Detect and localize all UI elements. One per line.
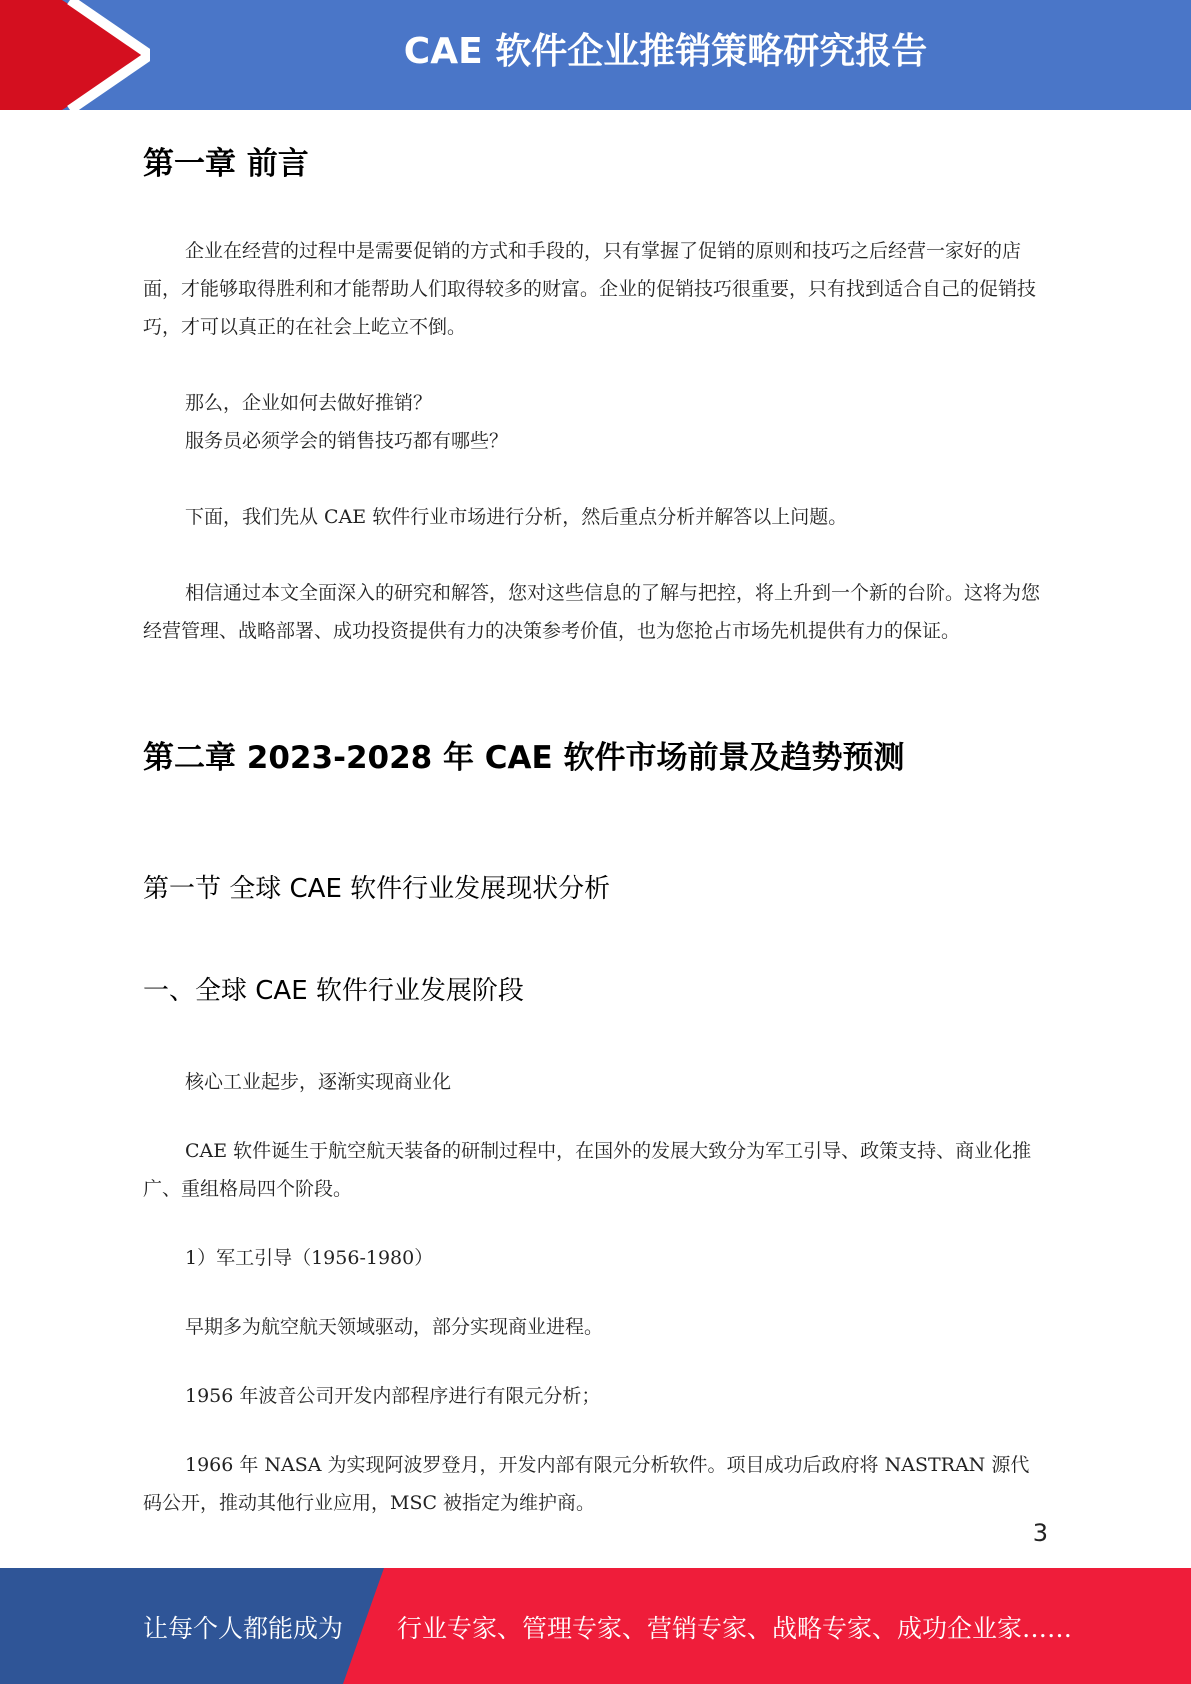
paragraph: 企业在经营的过程中是需要促销的方式和手段的，只有掌握了促销的原则和技巧之后经营一家好的店面，才能够取得胜利和才能帮助人们取得较多的财富。企业的促销技巧很重要，只有找到适合自己的促销技巧，才可以真正的在社会上屹立不倒。 xyxy=(143,240,1037,338)
paragraph: 1956 年波音公司开发内部程序进行有限元分析； xyxy=(185,1385,601,1407)
paragraph: CAE 软件诞生于航空航天装备的研制过程中，在国外的发展大致分为军工引导、政策支持、商业化推广、重组格局四个阶段。 xyxy=(143,1140,1032,1200)
paragraph: 相信通过本文全面深入的研究和解答，您对这些信息的了解与把控，将上升到一个新的台阶。这将为您经营管理、战略部署、成功投资提供有力的决策参考价值，也为您抢占市场先机提供有力的保证。 xyxy=(143,582,1041,642)
page-number: 3 xyxy=(1032,1519,1048,1547)
footer-slogan-right: 行业专家、管理专家、营销专家、战略专家、成功企业家…… xyxy=(397,1614,1073,1643)
footer-banner xyxy=(0,1568,1191,1684)
paragraph: 核心工业起步，逐渐实现商业化 xyxy=(185,1071,452,1093)
paragraph: 下面，我们先从 CAE 软件行业市场进行分析，然后重点分析并解答以上问题。 xyxy=(185,506,848,528)
paragraph: 1）军工引导（1956-1980） xyxy=(185,1247,434,1269)
paragraph: 1966 年 NASA 为实现阿波罗登月，开发内部有限元分析软件。项目成功后政府将 NASTRAN 源代码公开，推动其他行业应用，MSC 被指定为维护商。 xyxy=(143,1454,1030,1514)
footer-slogan-left: 让每个人都能成为 xyxy=(143,1614,344,1643)
paragraph: 那么，企业如何去做好推销？ xyxy=(185,392,433,414)
paragraph: 早期多为航空航天领域驱动，部分实现商业进程。 xyxy=(185,1316,604,1338)
chapter2-heading: 第二章 2023-2028 年 CAE 软件市场前景及趋势预测 xyxy=(143,740,905,776)
header-banner xyxy=(0,0,1191,110)
chapter1-heading: 第一章 前言 xyxy=(143,146,309,182)
paragraph: 服务员必须学会的销售技巧都有哪些？ xyxy=(185,430,509,452)
section1-heading: 第一节 全球 CAE 软件行业发展现状分析 xyxy=(143,874,611,904)
subsection1-heading: 一、全球 CAE 软件行业发展阶段 xyxy=(143,976,524,1006)
report-title: CAE 软件企业推销策略研究报告 xyxy=(403,31,928,72)
